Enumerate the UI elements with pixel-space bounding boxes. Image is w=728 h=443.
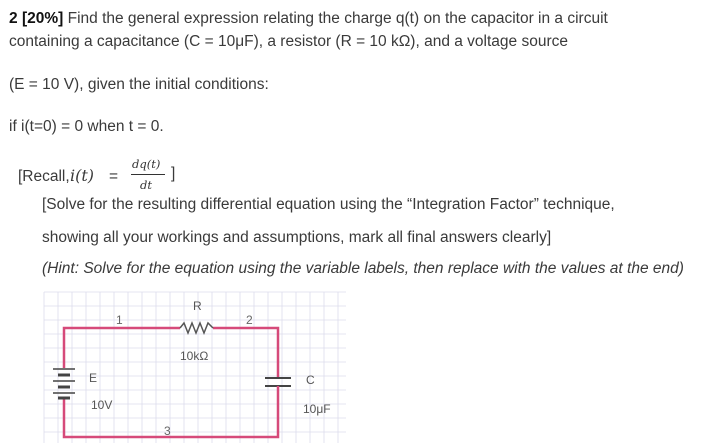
question-weight: [20%] bbox=[21, 10, 64, 27]
capacitor-label: C bbox=[306, 373, 315, 387]
capacitor-value: 10μF bbox=[303, 402, 331, 416]
source-label: E bbox=[89, 371, 98, 385]
node-3-label: 3 bbox=[164, 424, 171, 438]
capacitor-symbol bbox=[265, 378, 291, 398]
circuit-grid bbox=[44, 292, 346, 443]
recall-lhs: i(t) bbox=[70, 166, 95, 185]
recall-equals: = bbox=[109, 168, 119, 185]
recall-denominator: dt bbox=[140, 178, 152, 192]
question-line-3: (E = 10 V), given the initial conditions: bbox=[9, 76, 269, 93]
recall-numerator: dq(t) bbox=[132, 157, 161, 171]
recall-prefix: [Recall, bbox=[18, 168, 70, 185]
source-value: 10V bbox=[91, 398, 113, 412]
node-2-label: 2 bbox=[246, 313, 253, 327]
initial-condition: if i(t=0) = 0 when t = 0. bbox=[9, 118, 164, 135]
recall-suffix: ] bbox=[171, 165, 176, 182]
node-1-label: 1 bbox=[116, 313, 123, 327]
question-line-2: containing a capacitance (C = 10μF), a resistor (R = 10 kΩ), and a voltage source bbox=[9, 33, 568, 50]
question-text-1: Find the general expression relating the charge q(t) on the capacitor in a circuit bbox=[67, 10, 608, 27]
resistor-value: 10kΩ bbox=[180, 349, 209, 363]
solve-instruction-2: showing all your workings and assumptions, mark all final answers clearly] bbox=[42, 229, 552, 246]
solve-instruction-1: [Solve for the resulting differential equation using the “Integration Factor” technique, bbox=[42, 196, 615, 213]
resistor-symbol bbox=[180, 323, 213, 333]
hint-text: (Hint: Solve for the equation using the variable labels, then replace with the values at the end) bbox=[42, 260, 684, 277]
resistor-label: R bbox=[193, 299, 202, 313]
question-number: 2 bbox=[9, 10, 18, 27]
